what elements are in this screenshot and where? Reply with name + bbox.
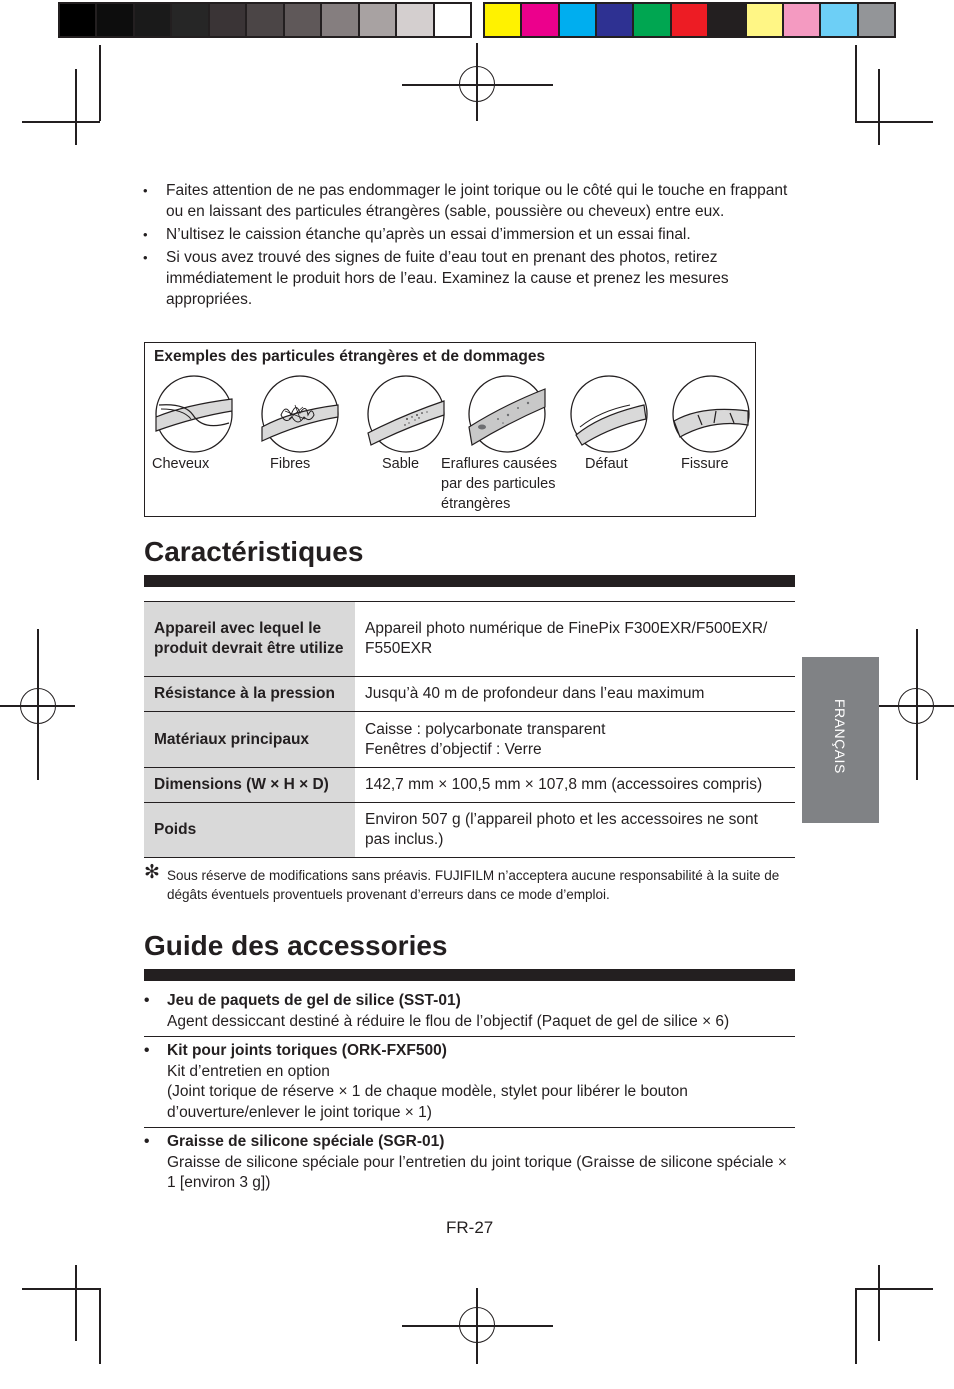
- caption-sand: Sable: [382, 456, 420, 472]
- spec-value: Appareil photo numérique de FinePix F300EXR/F500EXR/ F550EXR: [365, 620, 768, 657]
- caption-fibers: Fibres: [270, 456, 311, 472]
- color-swatch: [522, 4, 559, 36]
- fibers-illustration: [261, 375, 339, 453]
- color-swatch: [709, 4, 746, 36]
- grayscale-bar: [58, 2, 472, 38]
- gray-swatch: [135, 4, 172, 36]
- spec-label: Matériaux principaux: [144, 712, 355, 768]
- gray-swatch: [172, 4, 209, 36]
- accessory-item: • Jeu de paquets de gel de silice (SST-01) Agent dessiccant destiné à réduire le flou de l’objectif (Paquet de gel de silice × 6): [144, 991, 795, 1032]
- spec-value: Environ 507 g (l’appareil photo et les accessoires ne sont pas inclus.): [365, 811, 758, 848]
- accessory-desc: Agent dessiccant destiné à réduire le flou de l’objectif (Paquet de gel de silice × 6): [167, 1012, 730, 1030]
- accessory-title: Jeu de paquets de gel de silice (SST-01): [167, 992, 461, 1009]
- warning-bullets: [143, 180, 797, 312]
- language-label: FRANÇAIS: [832, 699, 848, 774]
- caption-scratches: Eraflures causées par des particules étrangères: [441, 456, 558, 512]
- color-swatch: [485, 4, 522, 36]
- color-swatch: [784, 4, 821, 36]
- color-swatch: [672, 4, 709, 36]
- crack-illustration: [672, 375, 750, 453]
- specs-heading: Caractéristiques: [144, 536, 364, 567]
- gray-swatch: [97, 4, 134, 36]
- heading-rule: [144, 969, 795, 981]
- table-row: [144, 768, 795, 803]
- spec-label: Dimensions (W × H × D): [144, 768, 355, 803]
- gray-swatch: [322, 4, 359, 36]
- gray-swatch: [397, 4, 434, 36]
- defect-illustration: [570, 375, 648, 453]
- bullet-item: • Faites attention de ne pas endommager le joint torique ou le côté qui le touche en frappant ou en laissant des particules étrangères (sable, poussière ou cheveux) entre eux.: [143, 180, 797, 222]
- language-tab: [802, 657, 879, 823]
- accessory-title: Graisse de silicone spéciale (SGR-01): [167, 1133, 445, 1150]
- color-swatch: [821, 4, 858, 36]
- gray-swatch: [435, 4, 470, 36]
- color-bar: [483, 2, 896, 38]
- accessory-desc: Graisse de silicone spéciale pour l’entretien du joint torique (Graisse de silicone spéciale × 1 [environ 3 g]): [167, 1153, 787, 1191]
- asterisk-icon: ✻: [144, 862, 160, 883]
- table-row: [144, 712, 795, 768]
- gray-swatch: [210, 4, 247, 36]
- color-swatch: [859, 4, 894, 36]
- specs-table: [144, 601, 795, 858]
- color-swatch: [597, 4, 634, 36]
- scratches-illustration: [468, 375, 546, 453]
- table-row: [144, 803, 795, 858]
- color-swatch: [634, 4, 671, 36]
- caption-hair: Cheveux: [152, 456, 210, 472]
- gray-swatch: [60, 4, 97, 36]
- sand-illustration: [367, 375, 445, 453]
- caption-defect: Défaut: [585, 456, 628, 472]
- gray-swatch: [247, 4, 284, 36]
- note-text: Sous réserve de modifications sans préavis. FUJIFILM n’acceptera aucune responsabilité à la suite de dégâts éventuels proventuels provenant d’erreurs dans ce mode d’emploi.: [167, 868, 780, 902]
- spec-label: Résistance à la pression: [144, 677, 355, 712]
- bullet-item: • Si vous avez trouvé des signes de fuite d’eau tout en prenant des photos, retirez immédiatement le produit hors de l’eau. Examinez la cause et prenez les mesures appropriées.: [143, 247, 797, 310]
- color-swatch: [747, 4, 784, 36]
- heading-rule: [144, 575, 795, 587]
- disclaimer-note: [144, 862, 796, 904]
- bullet-item: • N’ultisez le caission étanche qu’après un essai d’immersion et un essai final.: [143, 224, 797, 245]
- spec-label: Poids: [144, 803, 355, 858]
- table-row: [144, 677, 795, 712]
- spec-label: Appareil avec lequel le produit devrait être utilize: [144, 602, 355, 677]
- divider: [144, 1127, 795, 1128]
- accessory-desc: Kit d’entretien en option (Joint torique de réserve × 1 de chaque modèle, stylet pour libérer le bouton d’ouverture/enlever le joint torique × 1): [167, 1062, 688, 1121]
- figure-title: Exemples des particules étrangères et de dommages: [154, 348, 546, 365]
- accessory-item: • Kit pour joints toriques (ORK-FXF500) Kit d’entretien en option (Joint torique de réserve × 1 de chaque modèle, stylet pour libérer le bouton d’ouverture/enlever le joint torique × 1): [144, 1041, 795, 1123]
- page-number: FR-27: [446, 1218, 494, 1237]
- caption-crack: Fissure: [681, 456, 729, 472]
- spec-value: Jusqu’à 40 m de profondeur dans l’eau maximum: [365, 685, 705, 702]
- divider: [144, 1036, 795, 1037]
- table-row: [144, 602, 795, 677]
- accessories-heading: Guide des accessories: [144, 930, 448, 961]
- particles-figure: [144, 342, 756, 517]
- color-swatch: [560, 4, 597, 36]
- hair-illustration: [155, 375, 233, 453]
- spec-value: 142,7 mm × 100,5 mm × 107,8 mm (accessoires compris): [365, 776, 763, 793]
- accessory-item: • Graisse de silicone spéciale (SGR-01) Graisse de silicone spéciale pour l’entretien du joint torique (Graisse de silicone spéciale × 1 [environ 3 g]): [144, 1132, 795, 1194]
- gray-swatch: [360, 4, 397, 36]
- gray-swatch: [285, 4, 322, 36]
- spec-value: Caisse : polycarbonate transparent Fenêtres d’objectif : Verre: [365, 720, 606, 758]
- accessory-title: Kit pour joints toriques (ORK-FXF500): [167, 1042, 447, 1059]
